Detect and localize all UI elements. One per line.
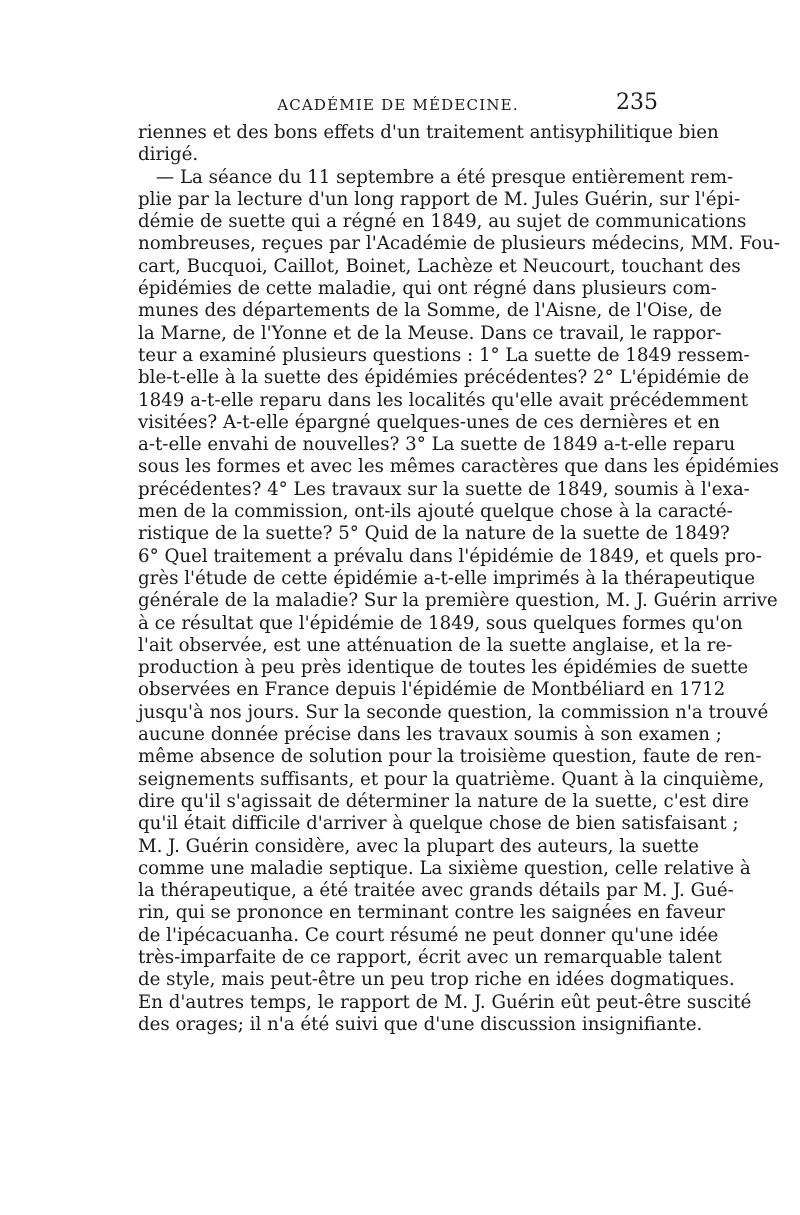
text-line: rin, qui se prononce en terminant contre les saignées en faveur — [138, 902, 725, 924]
text-line: munes des départements de la Somme, de l'Aisne, de l'Oise, de — [138, 300, 722, 322]
text-line: démie de suette qui a régné en 1849, au sujet de communications — [138, 211, 747, 233]
text-line: 1849 a-t-elle reparu dans les localités qu'elle avait précédemment — [138, 389, 749, 411]
text-line: sous les formes et avec les mêmes caractères que dans les épidémies — [138, 456, 779, 478]
text-line: production à peu près identique de toutes les épidémies de suette — [138, 657, 749, 679]
text-line: En d'autres temps, le rapport de M. J. Guérin eût peut-être suscité — [138, 991, 752, 1013]
book-page — [138, 90, 780, 1036]
running-title: ACADÉMIE DE MÉDECINE. — [277, 96, 519, 114]
text-line: à ce résultat que l'épidémie de 1849, sous quelques formes qu'on — [138, 612, 743, 634]
running-head — [138, 92, 658, 122]
paragraph-1 — [138, 122, 719, 167]
paragraph-2 — [138, 166, 780, 1037]
text-line: a-t-elle envahi de nouvelles? 3° La suette de 1849 a-t-elle reparu — [138, 434, 736, 456]
text-line: visitées? A-t-elle épargné quelques-unes de ces dernières et en — [138, 411, 720, 433]
text-line: de l'ipécacuanha. Ce court résumé ne peut donner qu'une idée — [138, 924, 719, 946]
text-line: l'ait observée, est une atténuation de la suette anglaise, et la re- — [138, 634, 733, 656]
text-line: nombreuses, reçues par l'Académie de plusieurs médecins, MM. Fou- — [138, 233, 780, 255]
text-line: ble-t-elle à la suette des épidémies précédentes? 2° L'épidémie de — [138, 367, 750, 389]
text-line: seignements suffisants, et pour la quatrième. Quant à la cinquième, — [138, 768, 765, 790]
text-line: 6° Quel traitement a prévalu dans l'épidémie de 1849, et quels pro- — [138, 545, 762, 567]
text-line: — La séance du 11 septembre a été presque entièrement rem- — [156, 166, 734, 188]
text-line: la Marne, de l'Yonne et de la Meuse. Dans ce travail, le rappor- — [138, 322, 722, 344]
text-line: men de la commission, ont-ils ajouté quelque chose à la caracté- — [138, 501, 733, 523]
text-line: même absence de solution pour la troisième question, faute de ren- — [138, 746, 762, 768]
text-line: qu'il était difficile d'arriver à quelque chose de bien satisfaisant ; — [138, 813, 739, 835]
text-line: générale de la maladie? Sur la première question, M. J. Guérin arrive — [138, 590, 778, 612]
text-line: la thérapeutique, a été traitée avec grands détails par M. J. Gué- — [138, 880, 734, 902]
text-line: de style, mais peut-être un peu trop riche en idées dogmatiques. — [138, 969, 735, 991]
text-line: dirigé. — [138, 144, 199, 166]
text-line: précédentes? 4° Les travaux sur la suette de 1849, soumis à l'exa- — [138, 478, 750, 500]
text-line: M. J. Guérin considère, avec la plupart des auteurs, la suette — [138, 835, 699, 857]
text-line: très-imparfaite de ce rapport, écrit avec un remarquable talent — [138, 946, 722, 968]
text-line: ristique de la suette? 5° Quid de la nature de la suette de 1849? — [138, 523, 730, 545]
page-number: 235 — [616, 90, 658, 115]
text-line: jusqu'à nos jours. Sur la seconde question, la commission n'a trouvé — [138, 701, 769, 723]
text-line: cart, Bucquoi, Caillot, Boinet, Lachèze et Neucourt, touchant des — [138, 255, 741, 277]
text-line: observées en France depuis l'épidémie de Montbéliard en 1712 — [138, 679, 726, 701]
text-line: plie par la lecture d'un long rapport de M. Jules Guérin, sur l'épi- — [138, 188, 741, 210]
text-line: teur a examiné plusieurs questions : 1° La suette de 1849 ressem- — [138, 344, 750, 366]
text-line: dire qu'il s'agissait de déterminer la nature de la suette, c'est dire — [138, 790, 749, 812]
text-line: comme une maladie septique. La sixième question, celle relative à — [138, 857, 751, 879]
body-text — [138, 122, 780, 1036]
text-line: des orages; il n'a été suivi que d'une discussion insignifiante. — [138, 1013, 703, 1035]
text-line: épidémies de cette maladie, qui ont régné dans plusieurs com- — [138, 278, 717, 300]
text-line: grès l'étude de cette épidémie a-t-elle imprimés à la thérapeutique — [138, 567, 756, 589]
text-line: aucune donnée précise dans les travaux soumis à son examen ; — [138, 724, 722, 746]
text-line: riennes et des bons effets d'un traitement antisyphilitique bien — [138, 122, 719, 143]
